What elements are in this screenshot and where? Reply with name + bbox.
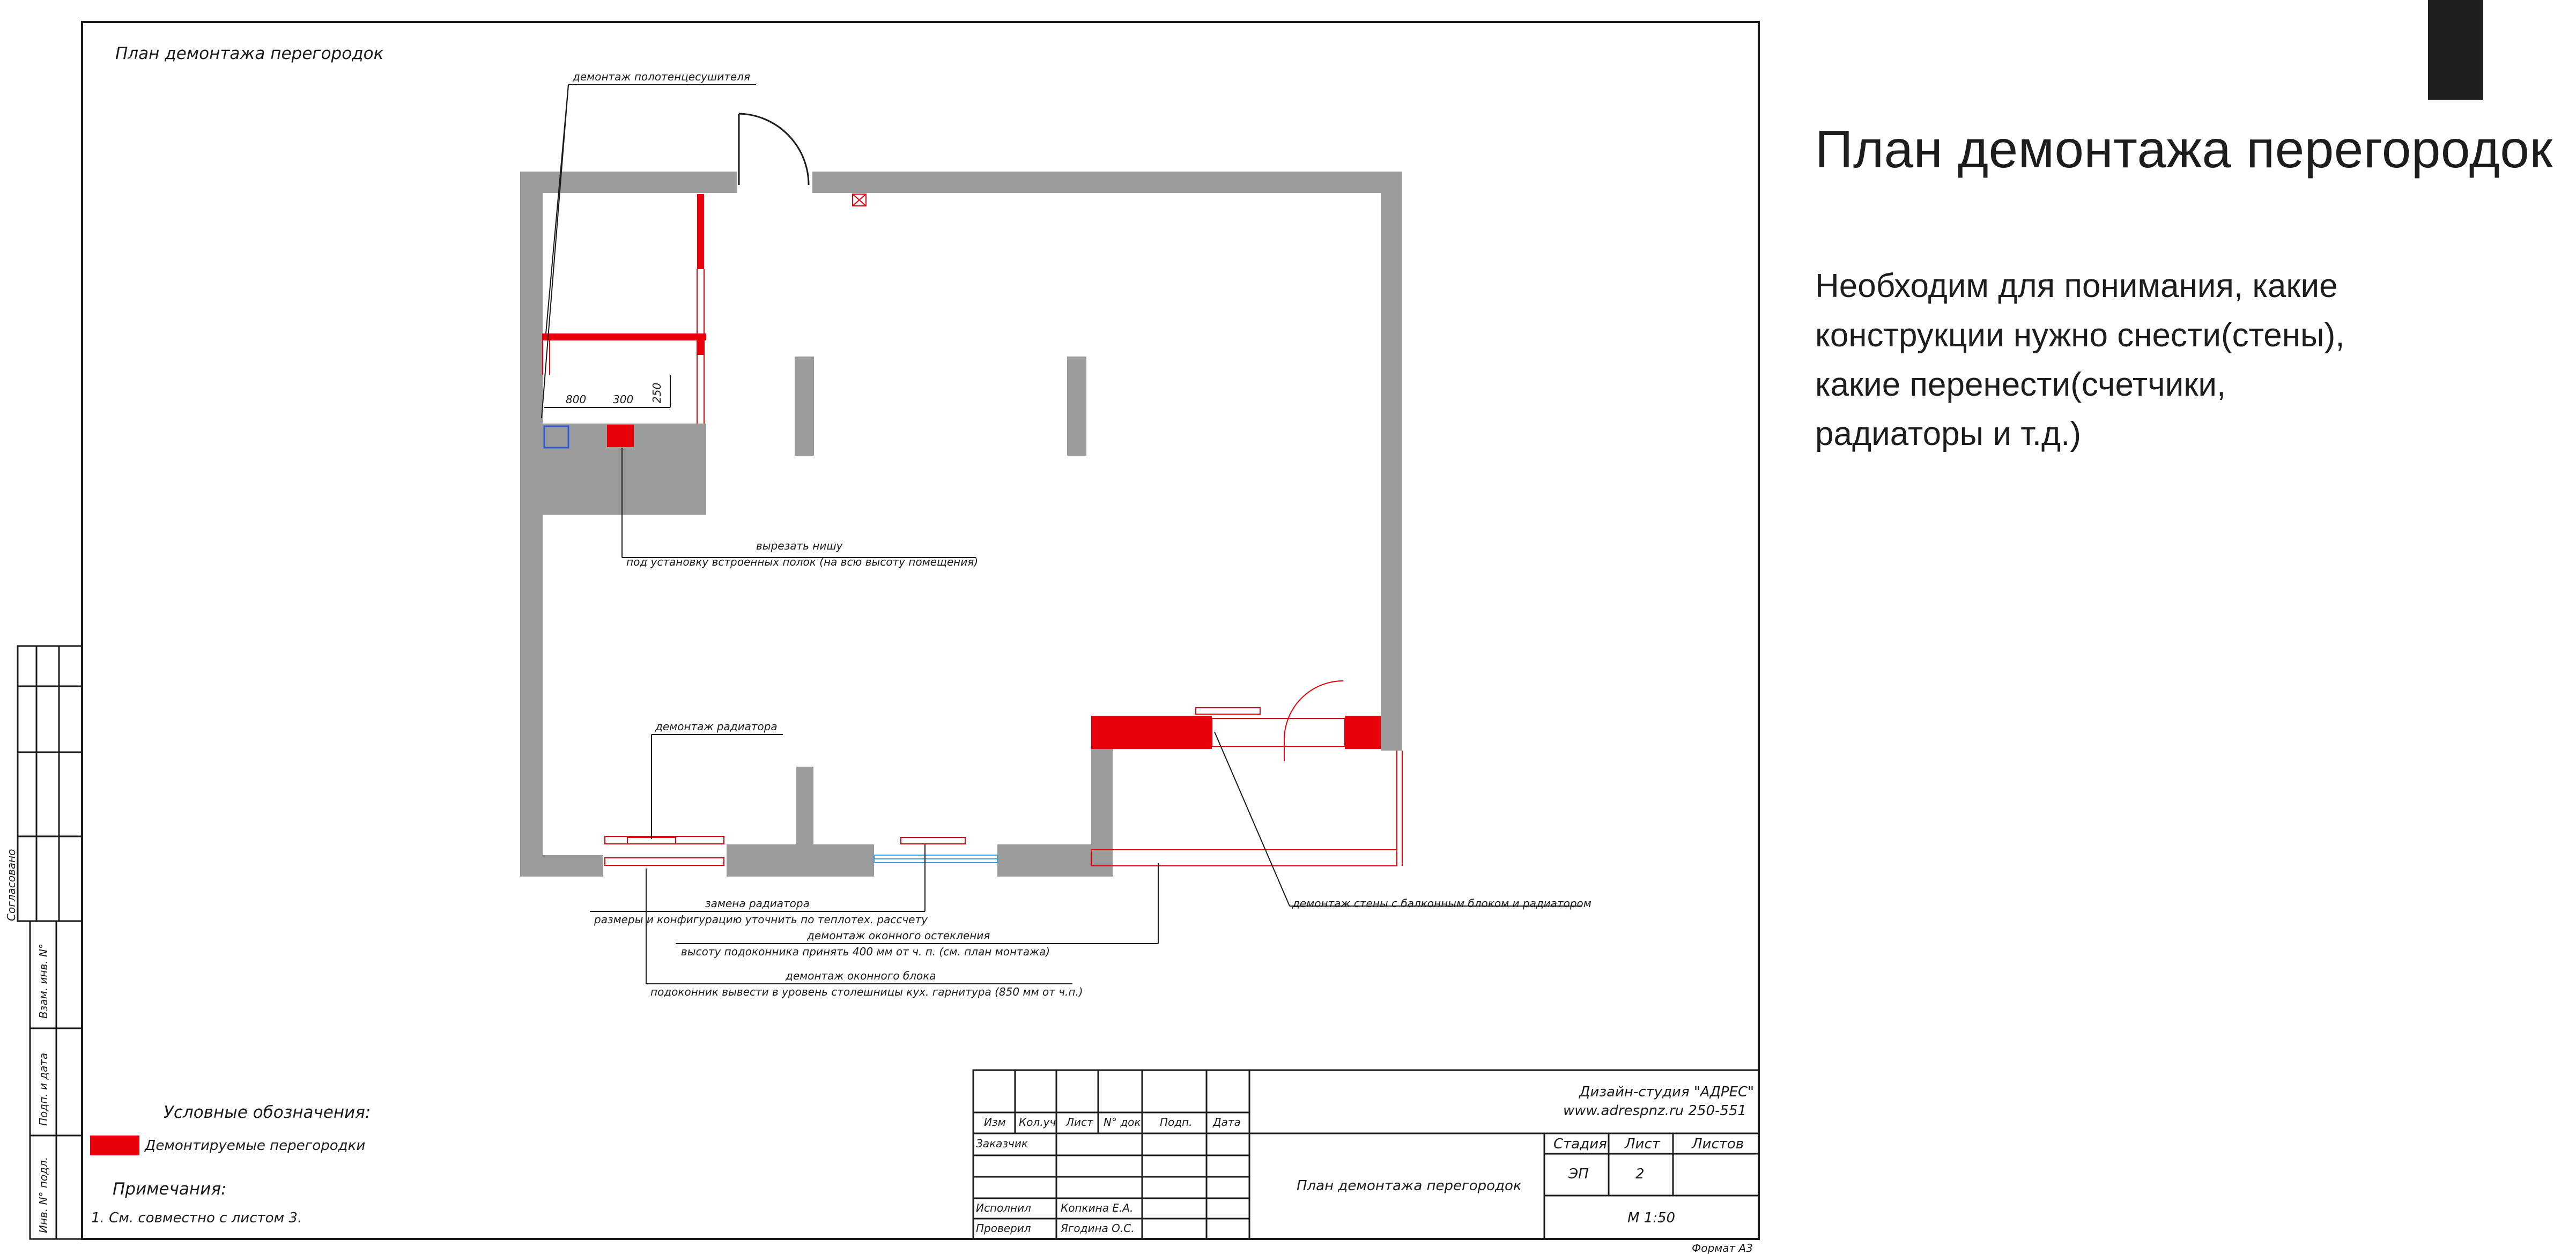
notes-title: Примечания:: [113, 1179, 227, 1199]
tb-stage-value: ЭП: [1568, 1166, 1589, 1182]
sheet-frame: [82, 22, 1759, 1239]
side-stamp: [18, 646, 82, 1239]
note-niche-2: под установку встроенных полок (на всю высоту помещения): [626, 555, 979, 568]
legend-title: Условные обозначения:: [164, 1103, 371, 1122]
note-towel-rail: демонтаж полотенцесушителя: [573, 70, 750, 83]
description-line: Необходим для понимания, какие: [1815, 268, 2338, 305]
note-balcony-wall: демонтаж стены с балконным блоком и радиатором: [1292, 897, 1592, 910]
walls: [520, 172, 1402, 877]
note-glazing-2: высоту подоконника принять 400 мм от ч. п. (см. план монтажа): [681, 945, 1050, 958]
tb-customer: Заказчик: [976, 1137, 1028, 1150]
tb-header-koluch: Кол.уч: [1019, 1116, 1056, 1129]
legend-demolition-label: Демонтируемые перегородки: [145, 1138, 366, 1154]
legend-demolition-swatch: [90, 1136, 139, 1155]
window-glazing: [874, 855, 997, 863]
description-line: конструкции нужно снести(стены),: [1815, 317, 2345, 354]
stamp-agreed: Согласовано: [5, 849, 18, 921]
entrance-door: [739, 114, 809, 185]
note-window-block-1: демонтаж оконного блока: [786, 969, 936, 982]
tb-checked-label: Проверил: [976, 1222, 1031, 1235]
tb-sheet-label: Лист: [1625, 1136, 1660, 1152]
tb-sheet-value: 2: [1635, 1166, 1645, 1182]
dimension-800: 800: [566, 393, 587, 406]
notes-item-1: 1. См. совместно с листом 3.: [91, 1210, 302, 1226]
page-description: [1815, 262, 2344, 459]
dimension-300: 300: [613, 393, 634, 406]
tb-studio-contacts: www.adrespnz.ru 250-551: [1563, 1103, 1747, 1119]
note-glazing-1: демонтаж оконного остекления: [807, 929, 990, 942]
stamp-inv-replace: Взам. инв. N°: [37, 944, 50, 1019]
sheet-format: Формат А3: [1692, 1242, 1753, 1254]
tb-header-list: Лист: [1066, 1116, 1093, 1129]
tb-header-doc: N° док: [1104, 1116, 1141, 1129]
tb-stage-label: Стадия: [1553, 1136, 1607, 1152]
note-radiator-replace-2: размеры и конфигурацию уточнить по теплотех. рассчету: [594, 913, 928, 926]
note-window-block-2: подоконник вывести в уровень столешницы кух. гарнитура (850 мм от ч.п.): [650, 985, 1083, 998]
floor-plan: [520, 70, 1592, 998]
page-heading: План демонтажа перегородок: [1815, 120, 2553, 179]
tb-sheet-title: План демонтажа перегородок: [1297, 1178, 1522, 1194]
description-line: какие перенести(счетчики,: [1815, 366, 2226, 403]
note-radiator-replace-1: замена радиатора: [705, 897, 810, 910]
tb-sheets-label: Листов: [1692, 1136, 1744, 1152]
stamp-inv-original: Инв. N° подл.: [37, 1156, 50, 1233]
tb-studio: Дизайн-студия "АДРЕС": [1579, 1084, 1755, 1100]
tb-executed-label: Исполнил: [976, 1201, 1031, 1214]
note-niche-1: вырезать нишу: [756, 539, 843, 552]
note-radiator-removal: демонтаж радиатора: [655, 720, 778, 733]
frame-title: План демонтажа перегородок: [115, 44, 384, 63]
tb-executed-name: Копкина Е.А.: [1061, 1201, 1134, 1214]
tb-header-izm: Изм: [984, 1116, 1006, 1129]
dimension-250: 250: [650, 382, 663, 403]
demolition-outlines: [543, 194, 1402, 866]
tb-header-date: Дата: [1213, 1116, 1241, 1129]
tb-scale: М 1:50: [1627, 1210, 1676, 1226]
tb-header-sign: Подп.: [1160, 1116, 1193, 1129]
tb-checked-name: Ягодина О.С.: [1061, 1222, 1135, 1235]
stamp-sign-date: Подп. и дата: [37, 1052, 50, 1126]
description-line: радиаторы и т.д.): [1815, 415, 2081, 452]
corner-decoration: [2428, 0, 2483, 100]
